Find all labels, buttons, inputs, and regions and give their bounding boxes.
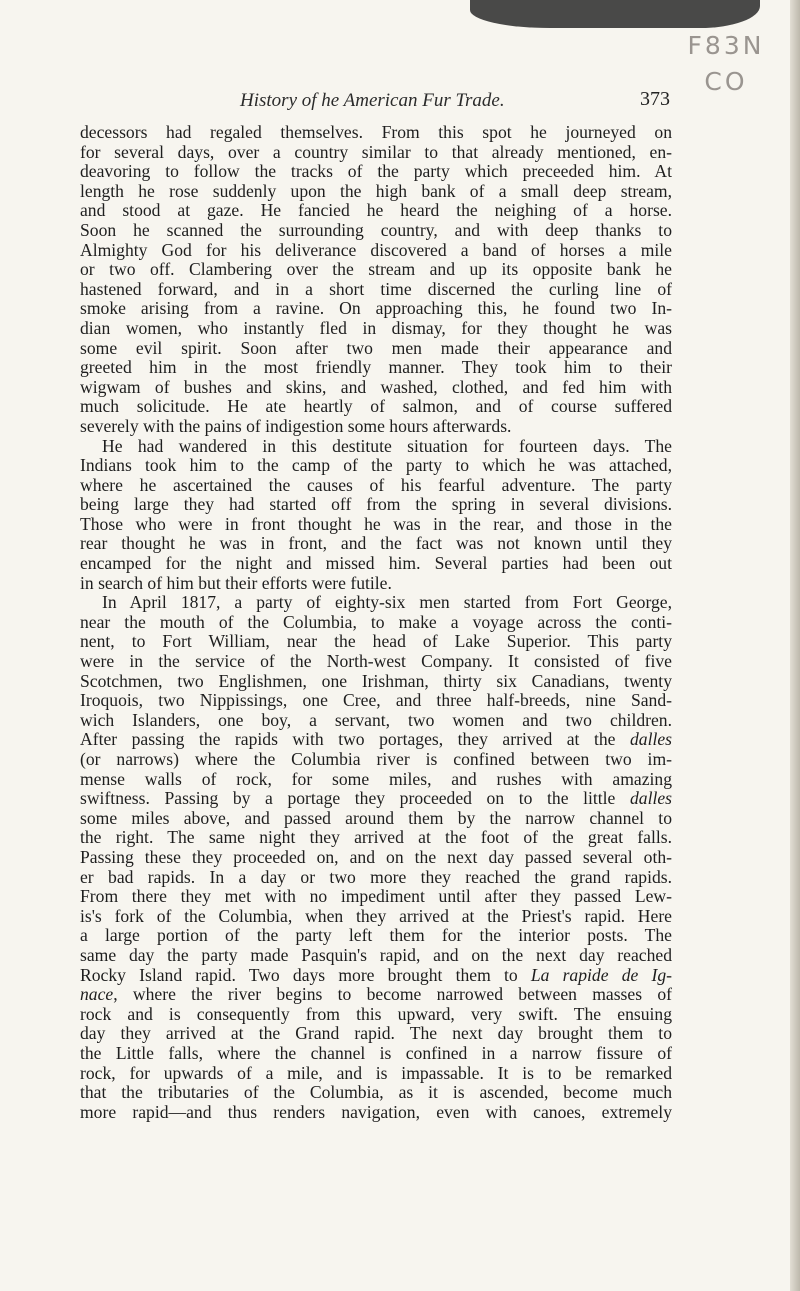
text-run: encamped for the night and missed him. Several parties had been out	[80, 553, 672, 574]
text-run: the Little falls, where the channel is confined in a narrow fissure of	[80, 1042, 672, 1063]
text-line	[80, 613, 672, 633]
text-line	[80, 280, 672, 300]
text-run: Those who were in front thought he was in the rear, and those in the	[80, 513, 672, 534]
text-line	[80, 770, 672, 790]
text-line	[80, 339, 672, 359]
text-line	[80, 632, 672, 652]
text-line	[80, 652, 672, 672]
text-run: and stood at gaze. He fancied he heard the neighing of a horse.	[80, 200, 672, 221]
handwritten-line: CO	[704, 67, 748, 96]
text-line	[80, 926, 672, 946]
text-run: severely with the pains of indigestion some hours afterwards.	[80, 415, 512, 436]
text-run: near the mouth of the Columbia, to make a voyage across the conti-	[80, 611, 672, 632]
text-line	[80, 534, 672, 554]
text-run: much solicitude. He ate heartly of salmon, and of course suffered	[80, 396, 672, 417]
text-run: some miles above, and passed around them by the narrow channel to	[80, 807, 672, 828]
text-run: Indians took him to the camp of the party to which he was attached,	[80, 455, 672, 476]
text-line	[80, 241, 672, 261]
text-run: length he rose suddenly upon the high bank of a small deep stream,	[80, 180, 672, 201]
text-run: From there they met with no impediment until after they passed Lew-	[80, 886, 672, 907]
text-line	[80, 574, 672, 594]
text-run: or two off. Clambering over the stream and up its opposite bank he	[80, 259, 672, 280]
handwritten-call-number	[680, 28, 772, 100]
text-line	[80, 946, 672, 966]
text-run: He had wandered in this destitute situation for fourteen days. The	[102, 435, 672, 456]
text-line	[80, 260, 672, 280]
text-line	[80, 515, 672, 535]
text-line	[80, 456, 672, 476]
text-run: (or narrows) where the Columbia river is confined between two im-	[80, 749, 672, 769]
text-run: hastened forward, and in a short time discerned the curling line of	[80, 278, 672, 299]
text-line	[80, 809, 672, 829]
text-line	[80, 730, 672, 750]
text-line	[80, 201, 672, 221]
text-run: rock and is consequently from this upward, very swift. The ensuing	[80, 1003, 672, 1024]
text-run: nent, to Fort William, near the head of Lake Superior. This party	[80, 631, 672, 652]
paragraph	[80, 593, 672, 1122]
text-line	[80, 750, 672, 770]
text-line	[80, 437, 672, 457]
text-run: Rocky Island rapid. Two days more brought them to	[80, 964, 531, 985]
text-line	[80, 221, 672, 241]
running-head	[80, 86, 680, 116]
text-line	[80, 672, 672, 692]
text-line	[80, 417, 672, 437]
text-run: same day the party made Pasquin's rapid, and on the next day reached	[80, 944, 672, 965]
text-line	[80, 554, 672, 574]
text-run: swiftness. Passing by a portage they proceeded on to the little	[80, 788, 630, 809]
text-run: rear thought he was in front, and the fact was not known until they	[80, 533, 672, 554]
text-line	[80, 711, 672, 731]
text-run: decessors had regaled themselves. From this spot he journeyed on	[80, 122, 672, 142]
text-run: wigwam of bushes and skins, and washed, clothed, and fed him with	[80, 376, 672, 397]
text-line	[80, 1103, 672, 1123]
text-run: deavoring to follow the tracks of the party which preceeded him. At	[80, 161, 672, 182]
text-line	[80, 182, 672, 202]
text-run: Passing these they proceeded on, and on the next day passed several oth-	[80, 846, 672, 867]
running-head-title: History of he American Fur Trade.	[240, 90, 505, 111]
text-line	[80, 691, 672, 711]
text-line	[80, 907, 672, 927]
text-line	[80, 378, 672, 398]
text-run: Soon he scanned the surrounding country, and with deep thanks to	[80, 219, 672, 240]
page-right-edge	[790, 0, 800, 1291]
italic-term: La rapide de Ig-	[530, 964, 672, 985]
text-line	[80, 162, 672, 182]
text-run: dian women, who instantly fled in dismay, for they thought he was	[80, 317, 672, 338]
text-run: day they arrived at the Grand rapid. The next day brought them to	[80, 1023, 672, 1044]
text-run: where he ascertained the causes of his fearful adventure. The party	[80, 474, 672, 495]
italic-term: dalles	[629, 729, 672, 750]
body-text	[80, 123, 672, 1122]
text-line	[80, 143, 672, 163]
text-line	[80, 789, 672, 809]
text-line	[80, 1024, 672, 1044]
text-line	[80, 476, 672, 496]
paragraph	[80, 123, 672, 437]
page-number: 373	[640, 88, 670, 110]
text-line	[80, 828, 672, 848]
page-edge-damage	[470, 0, 760, 28]
text-line	[80, 593, 672, 613]
text-run: After passing the rapids with two portages, they arrived at the	[80, 729, 630, 750]
text-run: mense walls of rock, for some miles, and rushes with amazing	[80, 768, 672, 789]
text-line	[80, 1044, 672, 1064]
text-line	[80, 358, 672, 378]
italic-term: nace	[80, 984, 114, 1005]
text-run: were in the service of the North-west Company. It consisted of five	[80, 651, 672, 672]
text-run: greeted him in the most friendly manner. They took him to their	[80, 357, 672, 378]
text-run: being large they had started off from the spring in several divisions.	[80, 494, 672, 515]
text-line	[80, 397, 672, 417]
text-run: more rapid—and thus renders navigation, even with canoes, extremely	[80, 1101, 672, 1122]
text-line	[80, 887, 672, 907]
text-line	[80, 1005, 672, 1025]
text-run: is's fork of the Columbia, when they arrived at the Priest's rapid. Here	[80, 905, 672, 926]
text-run: smoke arising from a ravine. On approaching this, he found two In-	[80, 298, 672, 319]
text-run: the right. The same night they arrived at the foot of the great falls.	[80, 827, 672, 848]
text-line	[80, 1083, 672, 1103]
text-run: that the tributaries of the Columbia, as it is ascended, become much	[80, 1082, 672, 1103]
text-run: some evil spirit. Soon after two men made their appearance and	[80, 337, 672, 358]
text-run: in search of him but their efforts were futile.	[80, 572, 392, 593]
text-run: er bad rapids. In a day or two more they reached the grand rapids.	[80, 866, 672, 887]
text-line	[80, 1064, 672, 1084]
text-run: for several days, over a country similar to that already mentioned, en-	[80, 141, 672, 162]
text-line	[80, 848, 672, 868]
text-run: In April 1817, a party of eighty-six men started from Fort George,	[102, 592, 672, 613]
paragraph	[80, 437, 672, 594]
text-run: Scotchmen, two Englishmen, one Irishman, thirty six Canadians, twenty	[80, 670, 672, 691]
text-run: wich Islanders, one boy, a servant, two women and two children.	[80, 709, 672, 730]
text-run: rock, for upwards of a mile, and is impassable. It is to be remarked	[80, 1062, 672, 1083]
text-line	[80, 985, 672, 1005]
text-line	[80, 299, 672, 319]
text-line	[80, 495, 672, 515]
text-run: Iroquois, two Nippissings, one Cree, and three half-breeds, nine Sand-	[80, 690, 672, 711]
text-run: a large portion of the party left them for the interior posts. The	[80, 925, 672, 946]
text-line	[80, 123, 672, 143]
handwritten-line: F83N	[687, 31, 765, 60]
text-run: Almighty God for his deliverance discovered a band of horses a mile	[80, 239, 672, 260]
text-run: , where the river begins to become narrowed between masses of	[113, 984, 672, 1005]
italic-term: dalles	[629, 788, 672, 809]
text-line	[80, 319, 672, 339]
text-line	[80, 868, 672, 888]
text-line	[80, 966, 672, 986]
